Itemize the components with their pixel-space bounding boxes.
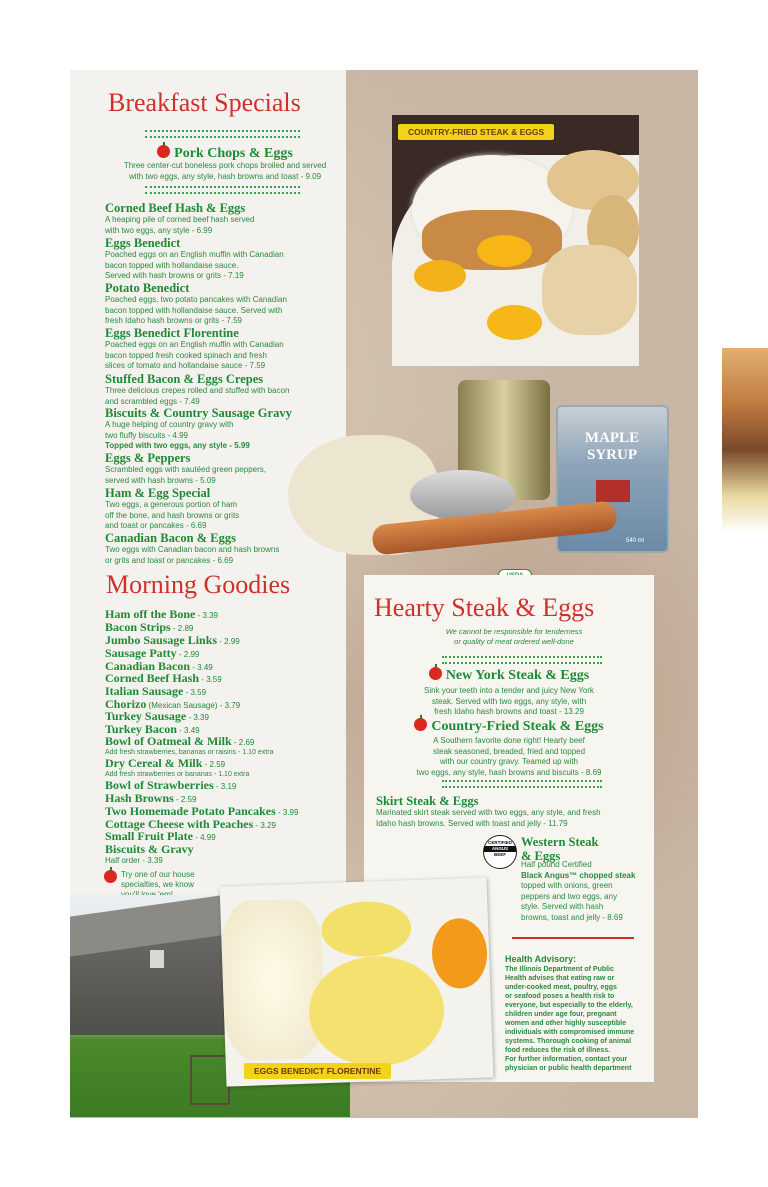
goodies-note: Half order - 3.39 [105,856,163,865]
ny-steak-name: New York Steak & Eggs [374,667,644,684]
divider [442,656,602,664]
goodies-item: Canadian Bacon - 3.49 [105,659,213,673]
photo-label-top: COUNTRY-FRIED STEAK & EGGS [398,124,554,140]
country-fried-name: Country-Fried Steak & Eggs [374,718,644,735]
featured-desc-line: with two eggs, any style, hash browns and toast - 9.09 [128,171,322,181]
maple-syrup-label: MAPLE SYRUP [584,430,640,463]
photo-label-bottom: EGGS BENEDICT FLORENTINE [244,1063,391,1079]
featured-item-name [105,145,345,162]
divider [145,186,300,194]
menu-item-desc: Poached eggs on an English muffin with Canadian bacon topped fresh cooked spinach and fresh slices of tomato and hollandaise sauce - 7.59 [105,340,284,370]
morning-goodies-title: Morning Goodies [106,570,291,599]
goodies-item: Corned Beef Hash - 3.59 [105,671,222,685]
menu-item-name: Stuffed Bacon & Eggs Crepes [105,372,264,386]
goodies-item: Dry Cereal & Milk - 2.59 [105,756,226,770]
apple-icon [157,145,170,158]
ny-steak-desc: Sink your teeth into a tender and juicy New York steak. Served with two eggs, any style, with fresh Idaho hash browns and toast - 13.29 [424,686,594,716]
menu-item-desc: Scrambled eggs with sautéed green peppers, served with hash browns - 5.09 [105,465,266,485]
maple-syrup-size: 540 ml [626,538,645,544]
goodies-item: Italian Sausage - 3.59 [105,684,207,698]
western-steak-desc: Half pound Certified Black Angus™ chopped steak topped with onions, green peppers and two eggs, any style. Served with hash browns, toast and jelly - 8.69 [521,860,636,922]
menu-item-name: Eggs Benedict Florentine [105,326,239,340]
country-fried-desc: A Southern favorite done right! Hearty beef steak seasoned, breaded, fried and topped with our country gravy. Teamed up with two eggs, any style, hash browns and biscuits - 8.69 [416,736,602,777]
goodies-item: Bowl of Strawberries - 3.19 [105,778,237,792]
menu-item-desc: Poached eggs on an English muffin with Canadian bacon topped with hollandaise sauce. Served with hash browns or grits - 7.19 [105,250,284,280]
menu-item-name: Ham & Egg Special [105,486,211,500]
steak-disclaimer: We cannot be responsible for tenderness or quality of meat ordered well-done [445,627,583,646]
skirt-steak-desc: Marinated skirt steak served with two eggs, any style, and fresh Idaho hash browns. Served with toast and jelly - 11.79 [376,808,601,828]
goodies-item: Two Homemade Potato Pancakes - 3.99 [105,804,299,818]
goodies-item: Biscuits & Gravy [105,842,194,856]
side-food-photo [722,348,768,533]
goodies-item: Turkey Bacon - 3.49 [105,722,200,736]
goodies-note: Add fresh strawberries, bananas or raisins - 1.10 extra [105,749,274,756]
menu-item-name: Canadian Bacon & Eggs [105,531,236,545]
western-steak-name: Western Steak & Eggs [521,835,599,863]
menu-item-desc: A heaping pile of corned beef hash served with two eggs, any style - 6.99 [105,215,255,235]
goodies-item: Turkey Sausage - 3.39 [105,709,209,723]
goodies-item: Sausage Patty - 2.99 [105,646,200,660]
eggs-benedict-photo [220,877,494,1086]
country-fried-steak-photo [392,115,639,366]
goodies-item: Bacon Strips - 2.89 [105,620,194,634]
breakfast-specials-title: Breakfast Specials [108,88,301,117]
menu-item-name: Biscuits & Country Sausage Gravy [105,406,292,420]
hearty-steak-title: Hearty Steak & Eggs [374,593,595,622]
menu-item-desc: Two eggs, a generous portion of ham off the bone, and hash browns or grits and toast or pancakes - 6.69 [105,500,240,530]
apple-icon [429,667,442,680]
divider [442,780,602,788]
goodies-note: Add fresh strawberries or bananas - 1.10 extra [105,771,250,778]
featured-desc-line: Three center-cut boneless pork chops broiled and served [123,161,327,170]
divider [145,130,300,138]
goodies-item: Small Fruit Plate - 4.99 [105,829,216,843]
apple-icon [414,718,427,731]
menu-item-desc: Two eggs with Canadian bacon and hash browns or grits and toast or pancakes - 6.69 [105,545,280,565]
menu-item-name: Eggs & Peppers [105,451,191,465]
featured-item-desc [105,161,345,182]
angus-logo: CERTIFIED ANGUS BEEF [483,835,517,869]
menu-item-name: Corned Beef Hash & Eggs [105,201,246,215]
goodies-item: Hash Browns - 2.59 [105,791,197,805]
menu-item-name: Eggs Benedict [105,236,181,250]
featured-name: Pork Chops & Eggs [174,146,293,161]
goodies-item: Ham off the Bone - 3.39 [105,607,219,621]
skirt-steak-name: Skirt Steak & Eggs [376,794,479,808]
goodies-item: Cottage Cheese with Peaches - 3.29 [105,817,276,831]
apple-icon [104,870,117,883]
menu-item-desc: A huge helping of country gravy with two fluffy biscuits - 4.99 Topped with two eggs, any style - 5.99 [105,420,250,450]
goodies-item: Bowl of Oatmeal & Milk - 2.69 [105,734,255,748]
promo: Try one of our house specialties, we know [104,870,195,900]
menu-item-name: Potato Benedict [105,281,190,295]
menu-item-desc: Three delicious crepes rolled and stuffed with bacon and scrambled eggs - 7.49 [105,386,290,406]
goodies-item: Jumbo Sausage Links - 2.99 [105,633,240,647]
menu-item-desc: Poached eggs, two potato pancakes with Canadian bacon topped with hollandaise sauce. Served with fresh Idaho hash browns or grits - 7.59 [105,295,287,325]
kitchen-props-photo [288,375,673,575]
goodies-item: Chorizo (Mexican Sausage) - 3.79 [105,697,241,711]
red-divider [512,937,634,939]
health-advisory: Health Advisory: The Illinois Department of Public Health advises that eating raw or under-cooked meat, poultry, eggs or seafood poses a health risk to everyone, but especially to the elderly, children under age four, pregnant women and other highly susceptible individuals with compromised immune systems. Thorough cooking of animal food reduces the risk of illness. For further information, contact your physician or public health department [505,954,635,1072]
